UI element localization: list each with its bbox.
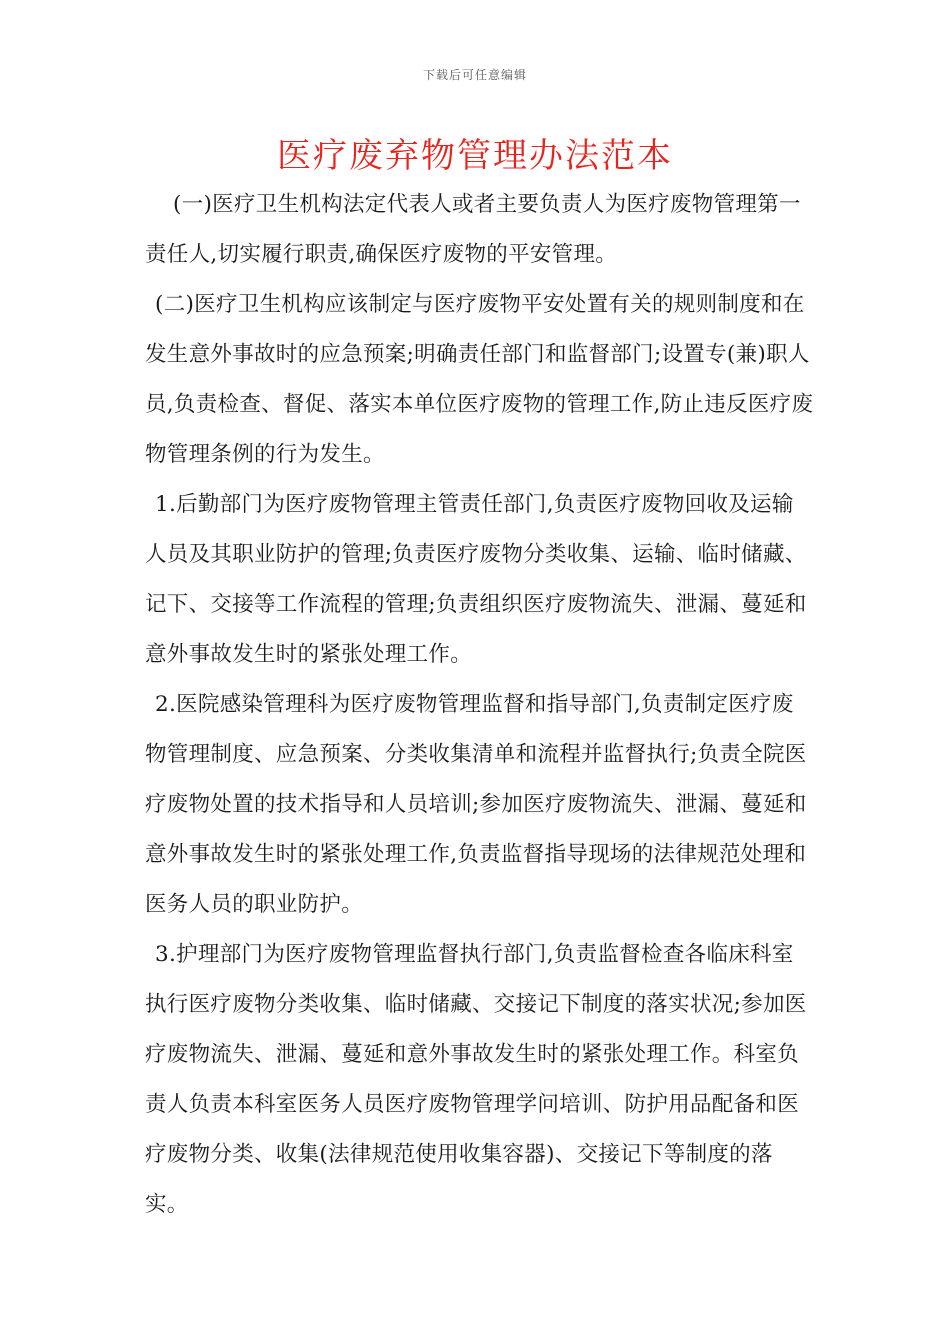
document-title: 医疗废弃物管理办法范本	[277, 136, 673, 176]
paragraph-5: 3.护理部门为医疗废物管理监督执行部门,负责监督检查各临床科室执行医疗废物分类收集、临时储藏、交接记下制度的落实状况;参加医疗废物流失、泄漏、蔓延和意外事故发生时的紧张处理工作。科室负责人负责本科室医务人员医疗废物管理学问培训、防护用品配备和医疗废物分类、收集(法律规范使用收集容器)、交接记下等制度的落实。	[145, 942, 807, 1217]
paragraph-3: 1.后勤部门为医疗废物管理主管责任部门,负责医疗废物回收及运输人员及其职业防护的管理;负责医疗废物分类收集、运输、临时储藏、记下、交接等工作流程的管理;负责组织医疗废物流失、泄漏、蔓延和意外事故发生时的紧张处理工作。	[145, 492, 807, 667]
document-body	[145, 180, 815, 1230]
paragraph-4: 2.医院感染管理科为医疗废物管理监督和指导部门,负责制定医疗废物管理制度、应急预案、分类收集清单和流程并监督执行;负责全院医疗废物处置的技术指导和人员培训;参加医疗废物流失、泄漏、蔓延和意外事故发生时的紧张处理工作,负责监督指导现场的法律规范处理和医务人员的职业防护。	[145, 692, 807, 917]
paragraph-1: (一)医疗卫生机构法定代表人或者主要负责人为医疗废物管理第一责任人,切实履行职责,确保医疗废物的平安管理。	[145, 192, 801, 267]
paragraph-2: (二)医疗卫生机构应该制定与医疗废物平安处置有关的规则制度和在发生意外事故时的应急预案;明确责任部门和监督部门;设置专(兼)职人员,负责检查、督促、落实本单位医疗废物的管理工作,防止违反医疗废物管理条例的行为发生。	[145, 292, 814, 467]
header-note: 下载后可任意编辑	[422, 68, 527, 82]
